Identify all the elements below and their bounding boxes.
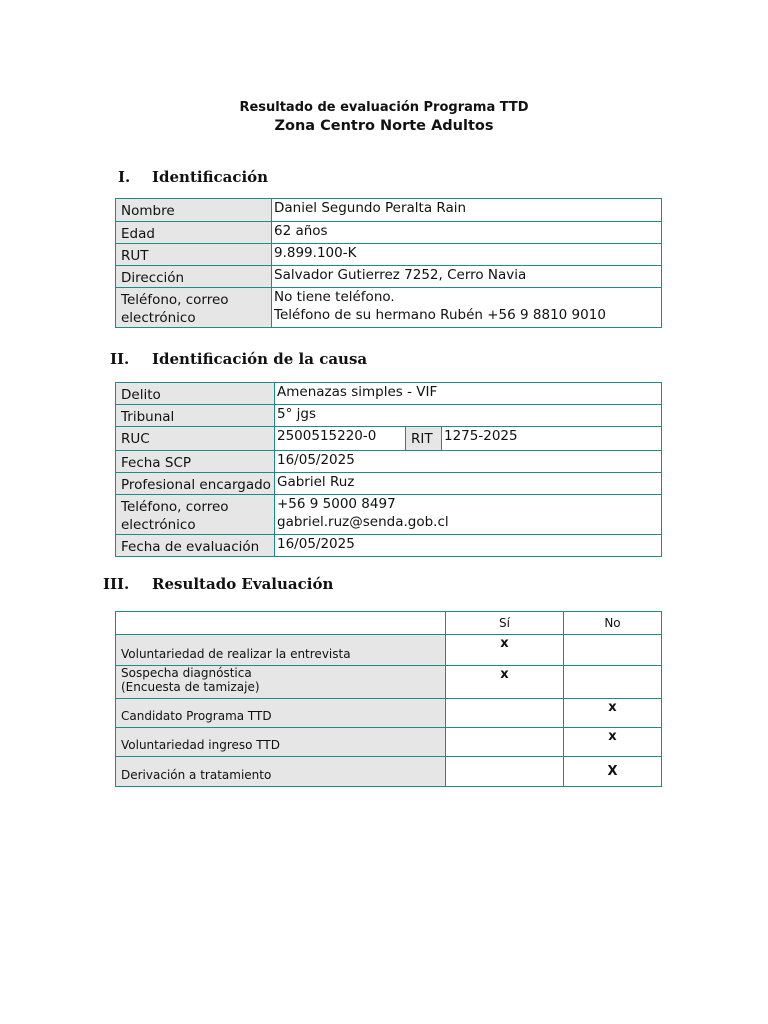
section-1-number: I.: [118, 168, 131, 186]
label-rut: RUT: [116, 244, 272, 266]
value-rut: 9.899.100-K: [272, 244, 662, 266]
mark-no: [564, 666, 662, 699]
value-telefono: [272, 288, 662, 328]
label-delito: Delito: [116, 383, 275, 405]
table-row: [116, 405, 662, 427]
label-nombre: Nombre: [116, 199, 272, 222]
mark-no: x: [564, 699, 662, 728]
section-3-number: III.: [103, 575, 130, 593]
value-nombre: Daniel Segundo Peralta Rain: [272, 199, 662, 222]
label-sospecha-diagnostica: [116, 666, 446, 699]
table-row: [116, 451, 662, 473]
table-row: [116, 699, 662, 728]
section-3-title: Resultado Evaluación: [152, 575, 334, 593]
identification-table: [115, 198, 662, 328]
label-fecha-scp: Fecha SCP: [116, 451, 275, 473]
mark-si: x: [446, 666, 564, 699]
label-telefono: Teléfono, correo electrónico: [116, 288, 272, 328]
table-row: [116, 266, 662, 288]
label-ruc: RUC: [116, 427, 275, 451]
label-rit: RIT: [406, 427, 442, 451]
label-sospecha-line2: (Encuesta de tamizaje): [121, 680, 260, 694]
table-row: [116, 473, 662, 495]
value-telefono-line: +56 9 5000 8497: [277, 496, 396, 512]
value-telefono-line2: Teléfono de su hermano Rubén +56 9 8810 9010: [274, 307, 606, 323]
document-title: Resultado de evaluación Programa TTD: [239, 100, 529, 115]
value-direccion: Salvador Gutierrez 7252, Cerro Navia: [272, 266, 662, 288]
evaluation-result-table: [115, 611, 662, 787]
table-row: [116, 288, 662, 328]
header-no: No: [564, 612, 662, 635]
value-delito: Amenazas simples - VIF: [275, 383, 662, 405]
value-fecha-evaluacion: 16/05/2025: [275, 535, 662, 557]
table-row: [116, 666, 662, 699]
section-2-title: Identificación de la causa: [152, 350, 368, 368]
label-derivacion: Derivación a tratamiento: [116, 757, 446, 787]
value-telefono-correo: [275, 495, 662, 535]
label-profesional: Profesional encargado: [116, 473, 275, 495]
section-2-number: II.: [110, 350, 130, 368]
label-direccion: Dirección: [116, 266, 272, 288]
table-row: [116, 222, 662, 244]
mark-no: X: [564, 757, 662, 787]
label-fecha-evaluacion: Fecha de evaluación: [116, 535, 275, 557]
value-tribunal: 5° jgs: [275, 405, 662, 427]
value-profesional: Gabriel Ruz: [275, 473, 662, 495]
value-ruc: 2500515220-0: [275, 427, 406, 451]
mark-si: [446, 757, 564, 787]
mark-si: [446, 699, 564, 728]
value-rit: 1275-2025: [442, 427, 662, 451]
value-correo-line: gabriel.ruz@senda.gob.cl: [277, 514, 449, 530]
header-si: Sí: [446, 612, 564, 635]
table-row: [116, 383, 662, 405]
mark-si: [446, 728, 564, 757]
label-voluntariedad-ingreso: Voluntariedad ingreso TTD: [116, 728, 446, 757]
label-telefono-correo: Teléfono, correo electrónico: [116, 495, 275, 535]
mark-no: x: [564, 728, 662, 757]
section-1-title: Identificación: [152, 168, 269, 186]
label-edad: Edad: [116, 222, 272, 244]
table-row: [116, 535, 662, 557]
label-voluntariedad-entrevista: Voluntariedad de realizar la entrevista: [116, 635, 446, 666]
table-row: [116, 728, 662, 757]
table-row: [116, 757, 662, 787]
value-edad: 62 años: [272, 222, 662, 244]
mark-si: x: [446, 635, 564, 666]
table-row: [116, 427, 662, 451]
table-header-row: [116, 612, 662, 635]
table-row: [116, 495, 662, 535]
label-sospecha-line1: Sospecha diagnóstica: [121, 666, 252, 680]
mark-no: [564, 635, 662, 666]
label-tribunal: Tribunal: [116, 405, 275, 427]
table-row: [116, 635, 662, 666]
header-empty-cell: [116, 612, 446, 635]
value-telefono-line1: No tiene teléfono.: [274, 289, 395, 305]
case-identification-table: [115, 382, 662, 557]
table-row: [116, 244, 662, 266]
label-candidato-ttd: Candidato Programa TTD: [116, 699, 446, 728]
document-subtitle: Zona Centro Norte Adultos: [274, 118, 494, 134]
table-row: [116, 199, 662, 222]
value-fecha-scp: 16/05/2025: [275, 451, 662, 473]
